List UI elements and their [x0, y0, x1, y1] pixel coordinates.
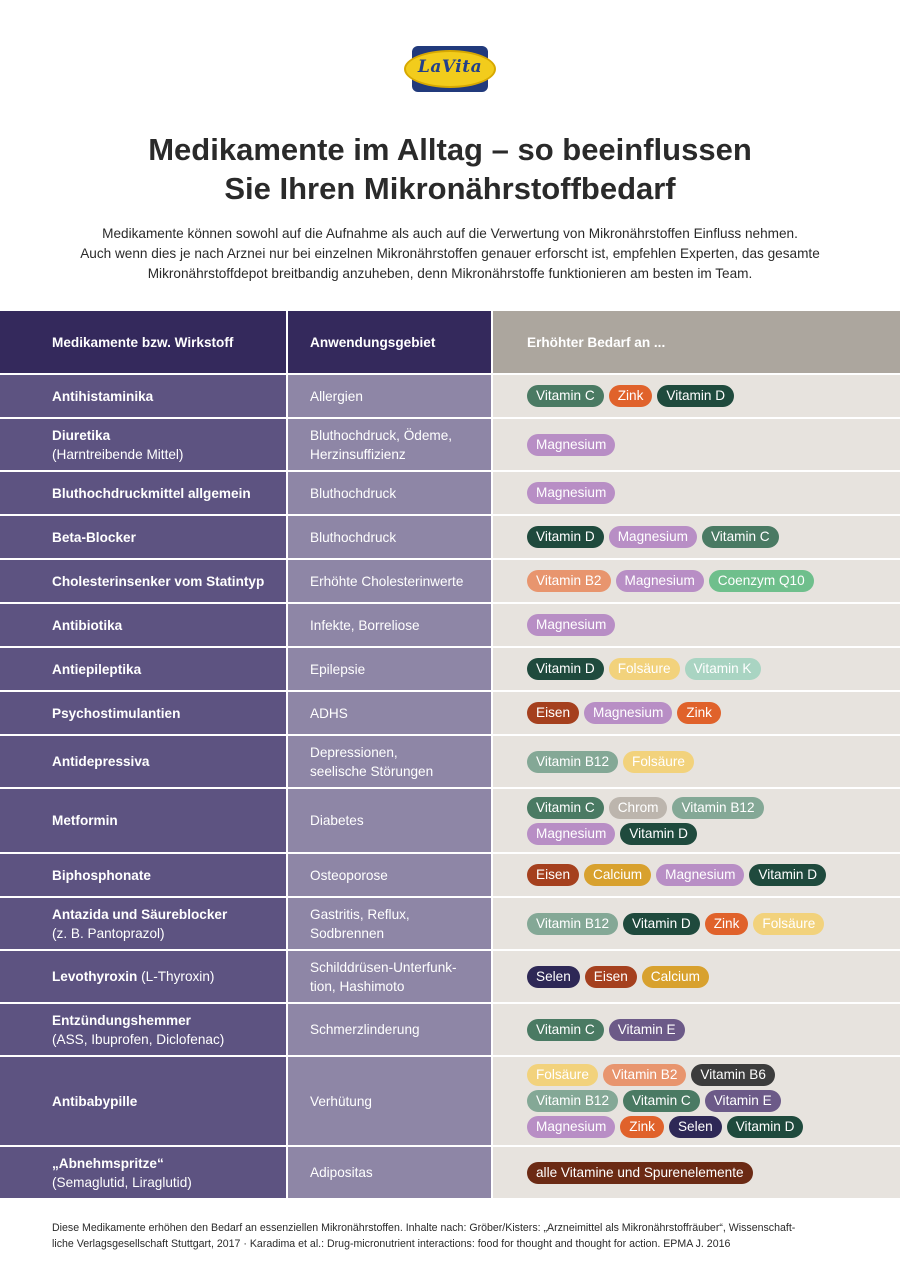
drug-cell: [0, 789, 288, 852]
table-row: [0, 516, 900, 560]
nutrient-cell: [493, 736, 900, 787]
table-row: [0, 1147, 900, 1200]
drug-name: Antidepressiva: [52, 754, 150, 769]
nutrient-line: [527, 797, 888, 819]
drug-name: Entzündungshemmer: [52, 1012, 191, 1028]
nutrient-badge: Eisen: [585, 966, 637, 988]
header-need: Erhöhter Bedarf an ...: [493, 311, 900, 373]
nutrient-badge: Calcium: [642, 966, 709, 988]
nutrient-line: [527, 434, 888, 456]
table-row: [0, 854, 900, 898]
nutrient-cell: [493, 472, 900, 514]
nutrient-badge: Vitamin D: [623, 913, 700, 935]
header-drug: Medikamente bzw. Wirkstoff: [0, 311, 288, 373]
table-header-row: [0, 311, 900, 375]
drug-name: Levothyroxin: [52, 969, 138, 984]
drug-name-line: [52, 426, 286, 445]
nutrient-line: [527, 1162, 888, 1184]
area-cell: [288, 1004, 493, 1055]
drug-name: Antibiotika: [52, 617, 123, 633]
nutrient-badge: Folsäure: [623, 751, 694, 773]
nutrient-badge: Vitamin B2: [603, 1064, 687, 1086]
nutrient-badge: Vitamin C: [527, 385, 604, 407]
nutrient-badge: Coenzym Q10: [709, 570, 814, 592]
drug-cell: [0, 951, 288, 1002]
drug-subtitle: (Semaglutid, Liraglutid): [52, 1174, 192, 1190]
table-row: [0, 1004, 900, 1057]
nutrient-cell: [493, 789, 900, 852]
drug-cell: [0, 375, 288, 417]
area-text: Adipositas: [310, 1165, 373, 1180]
nutrient-cell: [493, 951, 900, 1002]
area-cell: [288, 604, 493, 646]
drug-name: Antazida und Säureblocker: [52, 906, 228, 922]
nutrient-badge: Calcium: [584, 864, 651, 886]
drug-name-line: [52, 967, 286, 986]
drug-name-line: [52, 905, 286, 924]
drug-cell: [0, 648, 288, 690]
nutrient-line: [527, 1064, 888, 1086]
area-cell: [288, 560, 493, 602]
drug-name: Antihistaminika: [52, 388, 154, 404]
area-text: Diabetes: [310, 813, 364, 828]
nutrient-badge: Selen: [669, 1116, 722, 1138]
nutrient-cell: [493, 375, 900, 417]
title-line-1: Medikamente im Alltag – so beeinflussen: [148, 132, 752, 167]
nutrient-line: [527, 751, 888, 773]
drug-name-line: [52, 752, 286, 771]
area-cell: [288, 516, 493, 558]
nutrient-line: [527, 966, 888, 988]
nutrient-cell: [493, 419, 900, 470]
drug-cell: [0, 419, 288, 470]
medication-table: [0, 311, 900, 1200]
nutrient-line: [527, 1116, 888, 1138]
nutrient-badge: Vitamin D: [749, 864, 826, 886]
nutrient-badge: Vitamin D: [727, 1116, 804, 1138]
drug-cell: [0, 736, 288, 787]
nutrient-cell: [493, 560, 900, 602]
nutrient-badge: Magnesium: [609, 526, 697, 548]
nutrient-line: [527, 1090, 888, 1112]
drug-subtitle: (z. B. Pantoprazol): [52, 925, 165, 941]
nutrient-badge: Folsäure: [609, 658, 680, 680]
nutrient-cell: [493, 516, 900, 558]
nutrient-badge: Eisen: [527, 702, 579, 724]
nutrient-badge: Zink: [609, 385, 653, 407]
intro-text: [40, 224, 860, 284]
drug-name: Diuretika: [52, 427, 111, 443]
drug-name-line: [52, 704, 286, 723]
drug-name-line: [52, 1011, 286, 1030]
nutrient-line: [527, 702, 888, 724]
nutrient-badge: Folsäure: [527, 1064, 598, 1086]
nutrient-cell: [493, 1147, 900, 1198]
drug-name: Beta-Blocker: [52, 529, 136, 545]
area-text: Osteoporose: [310, 867, 388, 883]
drug-name: Antibabypille: [52, 1093, 138, 1109]
nutrient-badge: Vitamin C: [702, 526, 779, 548]
area-text: Infekte, Borreliose: [310, 617, 420, 633]
logo-wrap: [0, 40, 900, 102]
nutrient-badge: Vitamin D: [657, 385, 734, 407]
nutrient-badge: Magnesium: [527, 823, 615, 845]
area-text: Allergien: [310, 388, 363, 404]
nutrient-line: [527, 1019, 888, 1041]
nutrient-badge: Vitamin B12: [527, 1090, 618, 1112]
area-cell: [288, 1057, 493, 1145]
area-cell: [288, 419, 493, 470]
area-text: Schilddrüsen-Unterfunk-: [310, 959, 457, 975]
area-cell: [288, 736, 493, 787]
drug-name-line: [52, 616, 286, 635]
drug-cell: [0, 472, 288, 514]
nutrient-badge: Vitamin B12: [527, 751, 618, 773]
area-text: ADHS: [310, 705, 348, 721]
nutrient-line: [527, 658, 888, 680]
table-row: [0, 1057, 900, 1147]
nutrient-line: [527, 864, 888, 886]
nutrient-badge: Selen: [527, 966, 580, 988]
drug-name-line: [52, 484, 286, 503]
drug-name-line: [52, 811, 286, 830]
drug-name-line: [52, 528, 286, 547]
area-text: Sodbrennen: [310, 925, 385, 941]
area-text: Verhütung: [310, 1093, 372, 1109]
nutrient-badge: Vitamin K: [685, 658, 761, 680]
drug-name: Biphosphonate: [52, 867, 151, 883]
drug-name-suffix: (L-Thyroxin): [137, 969, 215, 984]
nutrient-badge: Zink: [677, 702, 721, 724]
area-cell: [288, 472, 493, 514]
drug-cell: [0, 560, 288, 602]
nutrient-line: [527, 913, 888, 935]
nutrient-badge: Vitamin B2: [527, 570, 611, 592]
footer-note: [52, 1220, 852, 1252]
drug-name: Bluthochdruckmittel allgemein: [52, 485, 251, 501]
drug-subtitle: (Harntreibende Mittel): [52, 446, 184, 462]
area-text: Herzinsuffizienz: [310, 446, 406, 462]
area-cell: [288, 692, 493, 734]
area-text: Gastritis, Reflux,: [310, 906, 410, 922]
table-row: [0, 898, 900, 951]
drug-name-line: [52, 866, 286, 885]
drug-name-line: [52, 387, 286, 406]
drug-cell: [0, 898, 288, 949]
area-cell: [288, 648, 493, 690]
area-text: Schmerzlinderung: [310, 1022, 420, 1037]
nutrient-line: [527, 385, 888, 407]
nutrient-badge: Vitamin D: [620, 823, 697, 845]
drug-cell: [0, 1004, 288, 1055]
nutrient-badge: Zink: [620, 1116, 664, 1138]
intro-line-2: Auch wenn dies je nach Arznei nur bei einzelnen Mikronährstoffen genauer erforscht ist, empfehlen Experten, das gesamte: [80, 246, 820, 261]
drug-name: „Abnehmspritze“: [52, 1155, 164, 1171]
nutrient-cell: [493, 648, 900, 690]
nutrient-line: [527, 614, 888, 636]
drug-name: Antiepileptika: [52, 661, 142, 677]
area-cell: [288, 375, 493, 417]
nutrient-cell: [493, 604, 900, 646]
area-cell: [288, 951, 493, 1002]
nutrient-badge: Magnesium: [527, 614, 615, 636]
drug-cell: [0, 692, 288, 734]
table-row: [0, 736, 900, 789]
nutrient-badge: Magnesium: [656, 864, 744, 886]
nutrient-badge: Magnesium: [527, 1116, 615, 1138]
nutrient-line: [527, 526, 888, 548]
nutrient-badge: Magnesium: [527, 434, 615, 456]
nutrient-badge: Magnesium: [527, 482, 615, 504]
nutrient-badge: Vitamin C: [527, 797, 604, 819]
lavita-logo: [404, 40, 496, 98]
footer-line-2: liche Verlagsgesellschaft Stuttgart, 2017 · Karadima et al.: Drug-micronutrient interactions: food for thought and thought for action. EPMA J. 2016: [52, 1238, 731, 1250]
drug-name-line: [52, 572, 286, 591]
nutrient-cell: [493, 854, 900, 896]
nutrient-line: [527, 823, 888, 845]
nutrient-line: [527, 570, 888, 592]
table-row: [0, 692, 900, 736]
nutrient-badge: Vitamin C: [527, 1019, 604, 1041]
drug-cell: [0, 516, 288, 558]
area-text: Depressionen,: [310, 744, 398, 760]
drug-name: Cholesterinsenker vom Statintyp: [52, 573, 265, 589]
drug-cell: [0, 604, 288, 646]
area-text: Erhöhte Cholesterinwerte: [310, 573, 464, 589]
nutrient-badge: Vitamin D: [527, 658, 604, 680]
nutrient-badge: Magnesium: [616, 570, 704, 592]
page-title: [0, 130, 900, 208]
drug-subtitle: (ASS, Ibuprofen, Diclofenac): [52, 1031, 225, 1047]
drug-cell: [0, 1147, 288, 1198]
area-cell: [288, 789, 493, 852]
nutrient-badge: Vitamin E: [705, 1090, 781, 1112]
nutrient-badge: Vitamin B12: [672, 797, 763, 819]
nutrient-cell: [493, 898, 900, 949]
intro-line-1: Medikamente können sowohl auf die Aufnahme als auch auf die Verwertung von Mikronährstoffen Einfluss nehmen.: [102, 226, 798, 241]
nutrient-badge: Zink: [705, 913, 749, 935]
drug-name: Psychostimulantien: [52, 705, 181, 721]
nutrient-badge: Vitamin C: [623, 1090, 700, 1112]
area-cell: [288, 854, 493, 896]
nutrient-badge: Vitamin D: [527, 526, 604, 548]
drug-cell: [0, 854, 288, 896]
area-text: Bluthochdruck: [310, 485, 397, 501]
nutrient-badge: Eisen: [527, 864, 579, 886]
nutrient-badge: Vitamin B6: [691, 1064, 775, 1086]
area-text: tion, Hashimoto: [310, 978, 405, 994]
area-text: Bluthochdruck, Ödeme,: [310, 427, 453, 443]
footer-line-1: Diese Medikamente erhöhen den Bedarf an essenziellen Mikronährstoffen. Inhalte nach: Gröber/Kisters: „Arzneimittel als Mikronährstoffräuber“, Wissenschaft-: [52, 1222, 796, 1234]
drug-name: Metformin: [52, 813, 118, 828]
nutrient-badge: Chrom: [609, 797, 668, 819]
table-row: [0, 472, 900, 516]
drug-cell: [0, 1057, 288, 1145]
table-row: [0, 648, 900, 692]
nutrient-badge: Vitamin E: [609, 1019, 685, 1041]
nutrient-badge: Folsäure: [753, 913, 824, 935]
table-row: [0, 604, 900, 648]
header-area: Anwendungsgebiet: [288, 311, 493, 373]
area-text: Bluthochdruck: [310, 529, 397, 545]
drug-name-line: [52, 660, 286, 679]
title-line-2: Sie Ihren Mikronährstoffbedarf: [224, 171, 676, 206]
nutrient-cell: [493, 692, 900, 734]
drug-name-line: [52, 1092, 286, 1111]
nutrient-cell: [493, 1004, 900, 1055]
area-text: seelische Störungen: [310, 763, 434, 779]
table-row: [0, 419, 900, 472]
table-row: [0, 375, 900, 419]
nutrient-badge: alle Vitamine und Spurenelemente: [527, 1162, 753, 1184]
table-row: [0, 951, 900, 1004]
nutrient-badge: Vitamin B12: [527, 913, 618, 935]
table-row: [0, 560, 900, 604]
logo-text: LaVita: [417, 57, 483, 77]
drug-name-line: [52, 1154, 286, 1173]
nutrient-cell: [493, 1057, 900, 1145]
table-row: [0, 789, 900, 854]
area-cell: [288, 1147, 493, 1198]
area-cell: [288, 898, 493, 949]
intro-line-3: Mikronährstoffdepot breitbandig anzuheben, denn Mikronährstoffe funktionieren am besten im Team.: [147, 266, 753, 281]
nutrient-line: [527, 482, 888, 504]
area-text: Epilepsie: [310, 661, 366, 677]
nutrient-badge: Magnesium: [584, 702, 672, 724]
